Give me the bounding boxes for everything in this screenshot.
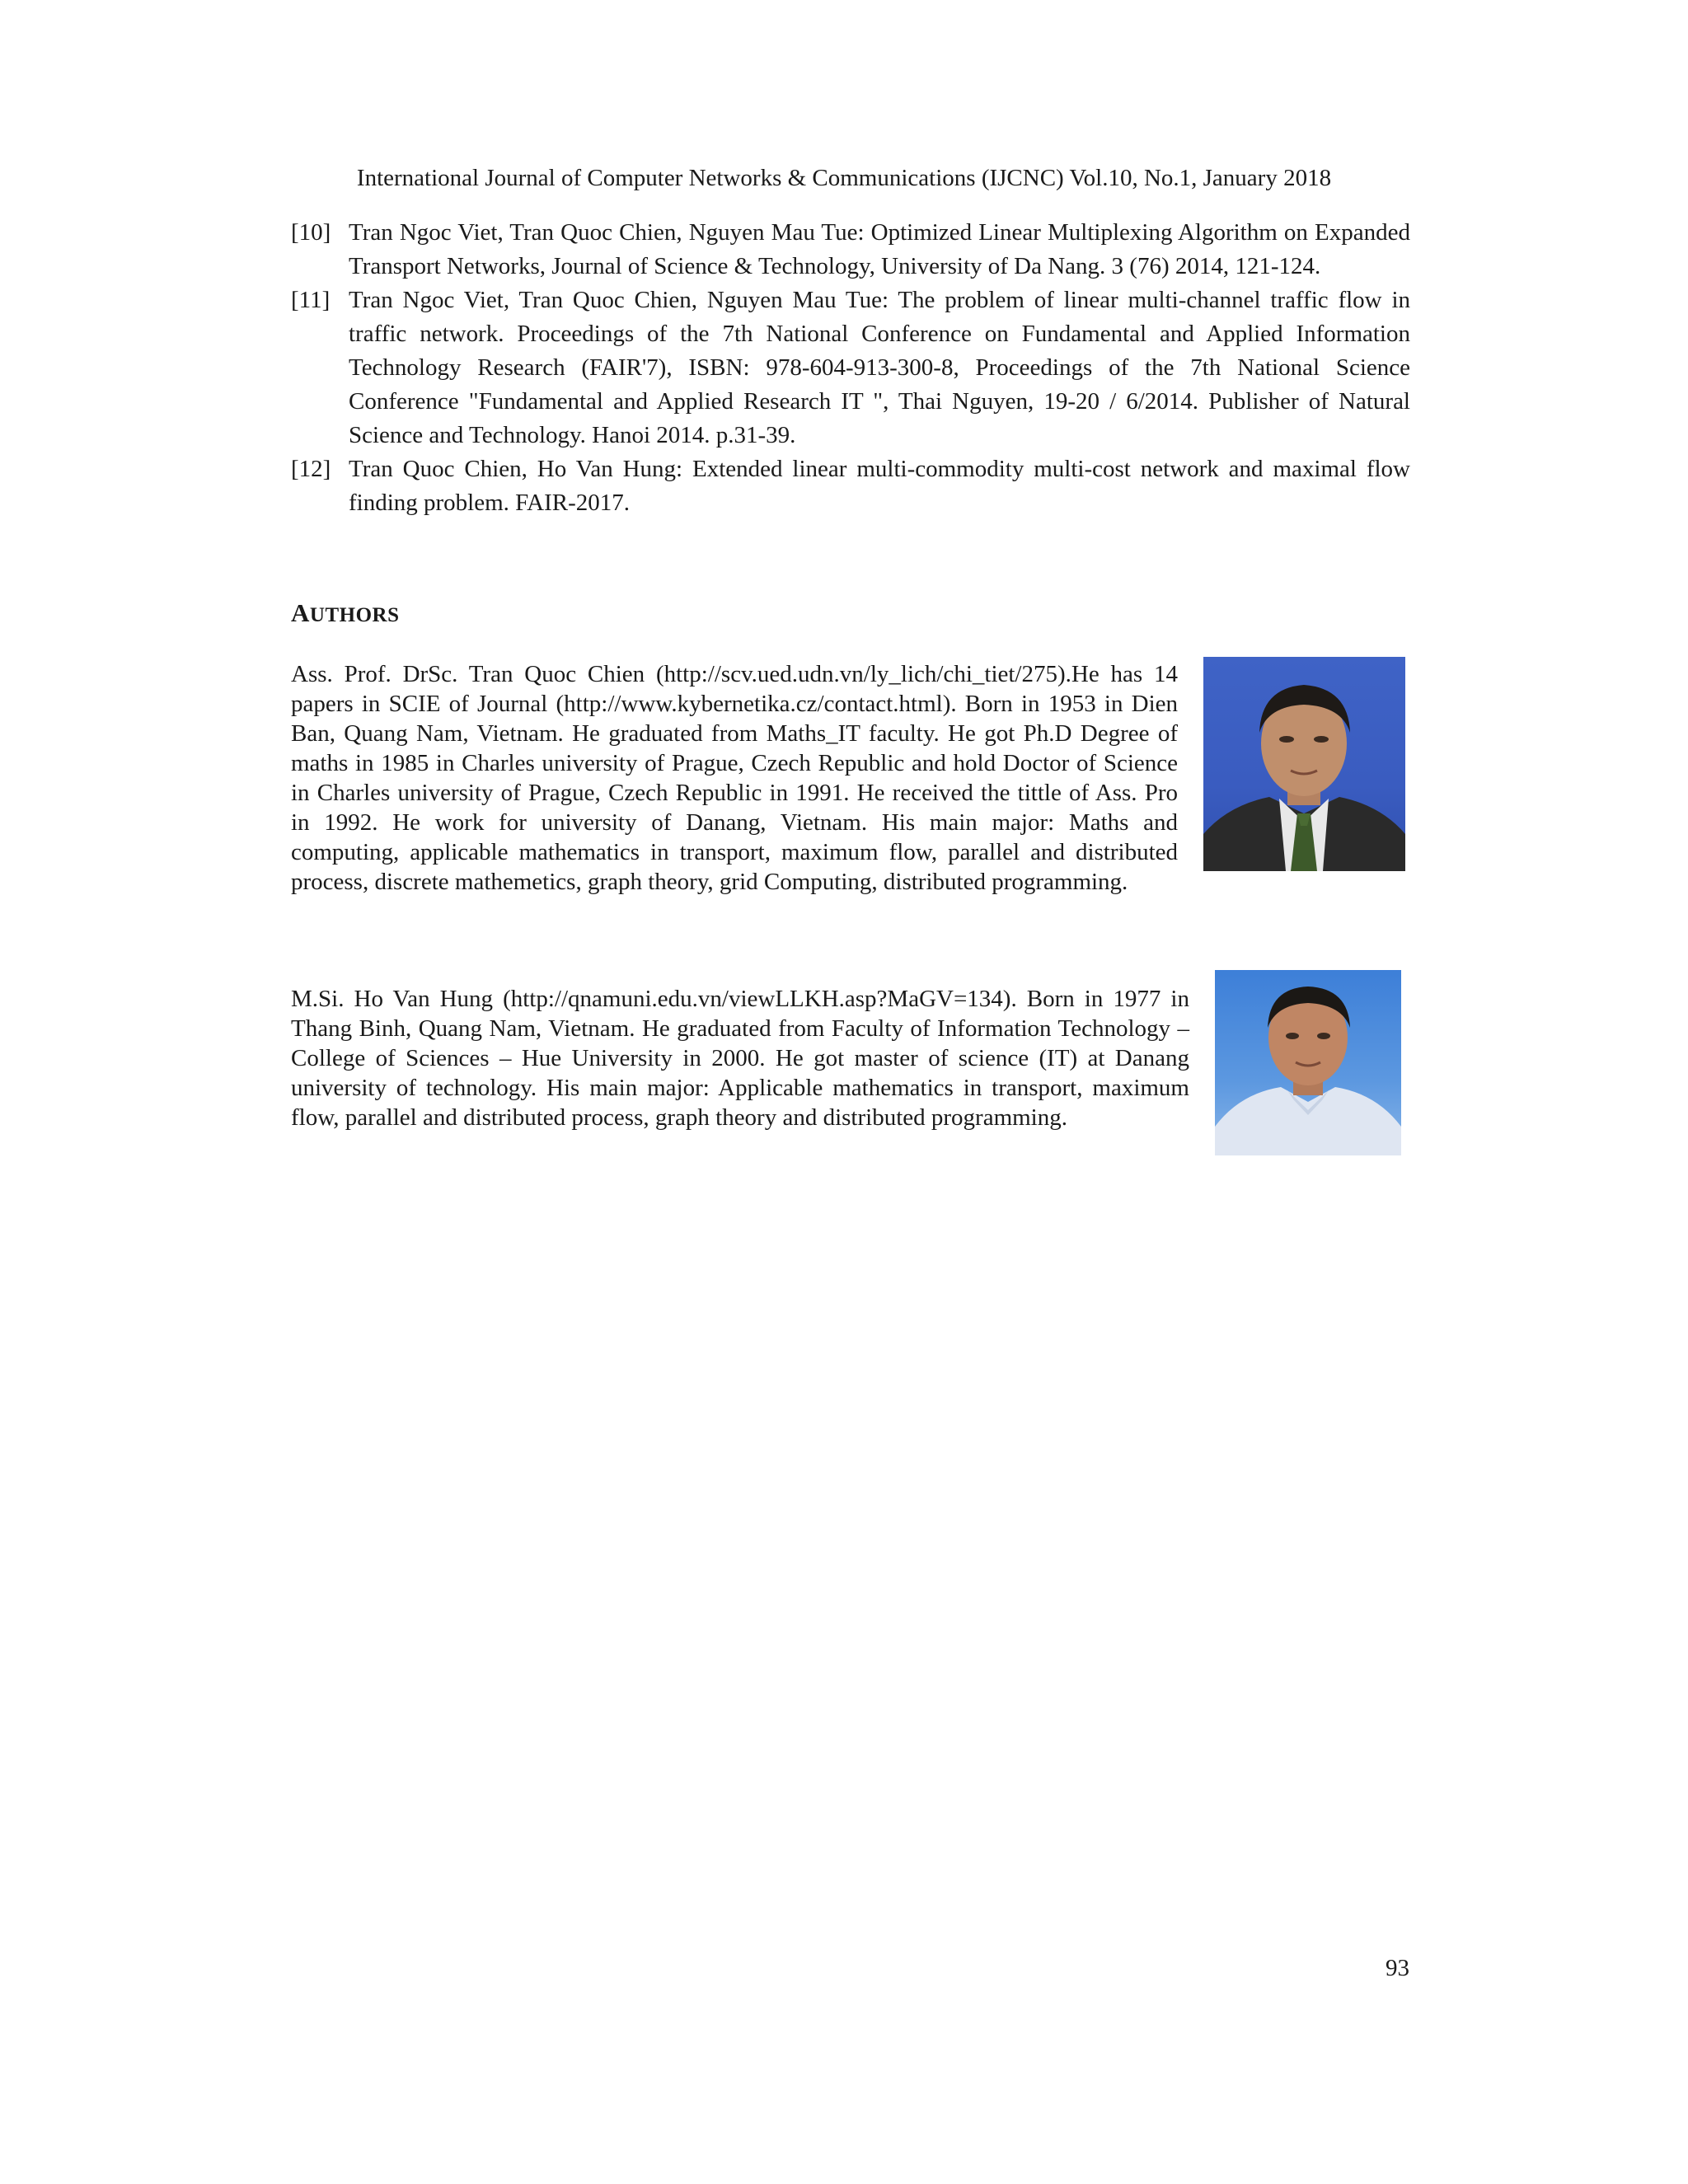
reference-text: Tran Ngoc Viet, Tran Quoc Chien, Nguyen Mau Tue: Optimized Linear Multiplexing Algorithm on Expanded Transport Networks, Journal of Science & Technology, University of Da Nang. 3 (76) 2014, 121-124. xyxy=(349,219,1410,279)
reference-number: [10] xyxy=(291,219,331,246)
reference-item xyxy=(291,284,1410,452)
running-header: International Journal of Computer Networks & Communications (IJCNC) Vol.10, No.1, January 2018 xyxy=(356,165,1332,191)
author-portrait-1-image xyxy=(1203,657,1405,871)
reference-number: [11] xyxy=(291,287,331,313)
author-portrait-2-image xyxy=(1215,970,1401,1155)
reference-item xyxy=(291,216,1410,284)
authors-heading xyxy=(291,596,399,633)
author-bio-ho-van-hung: M.Si. Ho Van Hung (http://qnamuni.edu.vn/viewLLKH.asp?MaGV=134). Born in 1977 in Thang Binh, Quang Nam, Vietnam. He graduated from Faculty of Information Technology – College of Sciences – Hue University in 2000. He got master of science (IT) at Danang university of technology. His main major: Applicable mathematics in transport, maximum flow, parallel and distributed process, graph theory and distributed programming. xyxy=(291,986,1189,1131)
reference-text: Tran Ngoc Viet, Tran Quoc Chien, Nguyen Mau Tue: The problem of linear multi-channel traffic flow in traffic network. Proceedings of the 7th National Conference on Fundamental and Applied Information Technology Research (FAIR'7), ISBN: 978-604-913-300-8, Proceedings of the 7th National Science Conference "Fundamental and Applied Research IT ", Thai Nguyen, 19-20 / 6/2014. Publisher of Natural Science and Technology. Hanoi 2014. p.31-39. xyxy=(349,287,1410,448)
author-photo-ho-van-hung xyxy=(1215,970,1401,1155)
reference-text: Tran Quoc Chien, Ho Van Hung: Extended linear multi-commodity multi-cost network and maximal flow finding problem. FAIR-2017. xyxy=(349,456,1410,516)
reference-list xyxy=(291,216,1410,520)
reference-item xyxy=(291,452,1410,520)
author-photo-tran-quoc-chien xyxy=(1203,657,1405,871)
authors-heading-rest: UTHORS xyxy=(309,604,400,626)
authors-heading-initial: A xyxy=(291,598,310,627)
author-bio-tran-quoc-chien: Ass. Prof. DrSc. Tran Quoc Chien (http://scv.ued.udn.vn/ly_lich/chi_tiet/275).He has 14 papers in SCIE of Journal (http://www.kybernetika.cz/contact.html). Born in 1953 in Dien Ban, Quang Nam, Vietnam. He graduated from Maths_IT faculty. He got Ph.D Degree of maths in 1985 in Charles university of Prague, Czech Republic and hold Doctor of Science in Charles university of Prague, Czech Republic in 1991. He received the tittle of Ass. Pro in 1992. He work for university of Danang, Vietnam. His main major: Maths and computing, applicable mathematics in transport, maximum flow, parallel and distributed process, discrete mathemetics, graph theory, grid Computing, distributed programming. xyxy=(291,661,1178,895)
page-number: 93 xyxy=(1386,1955,1409,1981)
reference-number: [12] xyxy=(291,456,331,482)
